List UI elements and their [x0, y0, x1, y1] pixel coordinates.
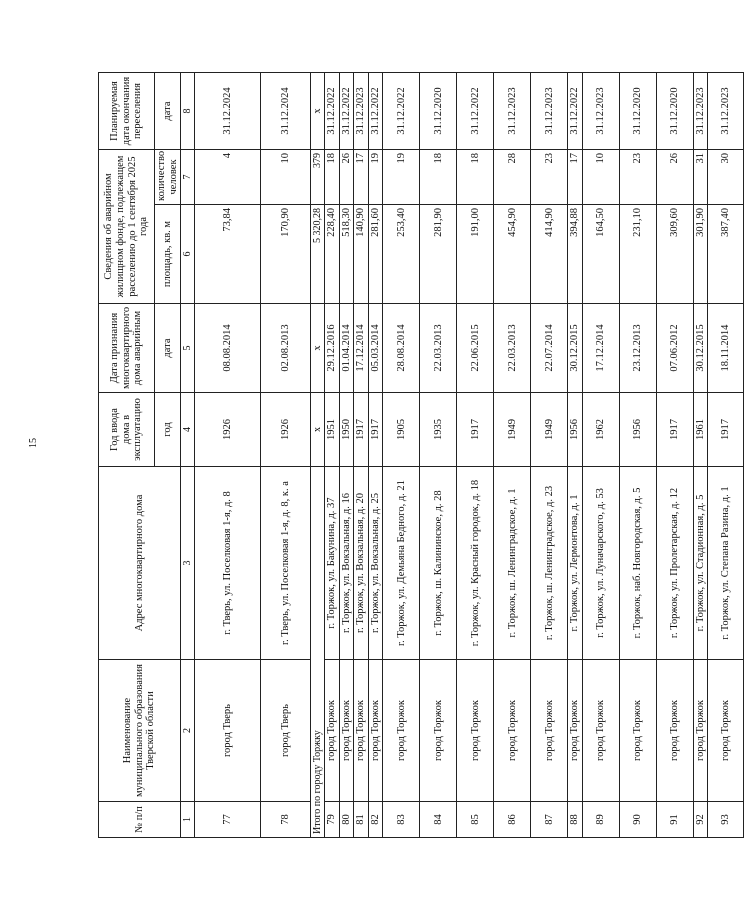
area-cell: 301,90 — [693, 205, 708, 304]
total-recognition: x — [311, 304, 325, 393]
municipality-cell: город Торжок — [457, 660, 494, 802]
row-number: 78 — [261, 802, 311, 838]
municipality-cell: город Тверь — [261, 660, 311, 802]
row-number: 87 — [531, 802, 568, 838]
people-cell: 26 — [339, 150, 354, 205]
planned-date-cell: 31.12.2023 — [494, 73, 531, 150]
year-cell: 1917 — [354, 393, 369, 467]
people-cell: 23 — [619, 150, 656, 205]
recognition-date-cell: 28.08.2014 — [383, 304, 420, 393]
address-cell: г. Торжок, ул. Бакунина, д. 37 — [325, 467, 340, 660]
address-cell: г. Торжок, ул. Лермонтова, д. 1 — [568, 467, 583, 660]
area-cell: 170,90 — [261, 205, 311, 304]
area-cell: 253,40 — [383, 205, 420, 304]
area-cell: 228,40 — [325, 205, 340, 304]
area-cell: 309,60 — [656, 205, 693, 304]
year-cell: 1949 — [494, 393, 531, 467]
recognition-date-cell: 30.12.2015 — [693, 304, 708, 393]
column-number: 7 — [181, 150, 195, 205]
municipality-cell: город Тверь — [195, 660, 261, 802]
recognition-date-cell: 29.12.2016 — [325, 304, 340, 393]
table-row — [582, 73, 619, 838]
table-row — [619, 73, 656, 838]
table-row — [531, 73, 568, 838]
row-number: 91 — [656, 802, 693, 838]
address-cell: г. Торжок, ул. Красный городок, д. 18 — [457, 467, 494, 660]
row-number: 89 — [582, 802, 619, 838]
total-label: Итого по городу Торжку — [311, 467, 325, 838]
total-planned: x — [311, 73, 325, 150]
people-cell: 19 — [368, 150, 383, 205]
header-address: Адрес многоквартирного дома — [99, 467, 181, 660]
page-number: 15 — [28, 438, 39, 448]
total-people: 379 — [311, 150, 325, 205]
area-cell: 387,40 — [708, 205, 744, 304]
row-number: 83 — [383, 802, 420, 838]
row-number: 82 — [368, 802, 383, 838]
municipality-cell: город Торжок — [339, 660, 354, 802]
planned-date-cell: 31.12.2023 — [531, 73, 568, 150]
row-number: 81 — [354, 802, 369, 838]
year-cell: 1917 — [457, 393, 494, 467]
year-cell: 1935 — [420, 393, 457, 467]
recognition-date-cell: 22.03.2013 — [494, 304, 531, 393]
area-cell: 73,84 — [195, 205, 261, 304]
people-cell: 10 — [261, 150, 311, 205]
column-number: 6 — [181, 205, 195, 304]
header-planned-date: дата — [155, 73, 181, 150]
row-number: 88 — [568, 802, 583, 838]
municipality-cell: город Торжок — [383, 660, 420, 802]
address-cell: г. Торжок, ул. Стадионная, д. 5 — [693, 467, 708, 660]
address-cell: г. Торжок, ш. Ленинградское, д. 23 — [531, 467, 568, 660]
municipality-cell: город Торжок — [693, 660, 708, 802]
recognition-date-cell: 22.06.2015 — [457, 304, 494, 393]
municipality-cell: город Торжок — [368, 660, 383, 802]
address-cell: г. Торжок, ул. Вокзальная, д. 16 — [339, 467, 354, 660]
area-cell: 414,90 — [531, 205, 568, 304]
rows-after-total — [325, 73, 744, 838]
rotated-table-container — [98, 73, 732, 838]
people-cell: 10 — [582, 150, 619, 205]
year-cell: 1951 — [325, 393, 340, 467]
area-cell: 164,50 — [582, 205, 619, 304]
recognition-date-cell: 02.08.2013 — [261, 304, 311, 393]
header-recognition-group: Дата признания многоквартирного дома аварийным — [99, 304, 155, 393]
people-cell: 23 — [531, 150, 568, 205]
planned-date-cell: 31.12.2023 — [708, 73, 744, 150]
municipality-cell: город Торжок — [708, 660, 744, 802]
municipality-cell: город Торжок — [582, 660, 619, 802]
recognition-date-cell: 22.03.2013 — [420, 304, 457, 393]
municipality-cell: город Торжок — [568, 660, 583, 802]
people-cell: 19 — [383, 150, 420, 205]
year-cell: 1956 — [568, 393, 583, 467]
row-number: 80 — [339, 802, 354, 838]
table-row — [195, 73, 261, 838]
planned-date-cell: 31.12.2023 — [354, 73, 369, 150]
address-cell: г. Торжок, ш. Ленинградское, д. 1 — [494, 467, 531, 660]
area-cell: 281,90 — [420, 205, 457, 304]
table-row — [325, 73, 340, 838]
address-cell: г. Торжок, ул. Пролетарская, д. 12 — [656, 467, 693, 660]
planned-date-cell: 31.12.2020 — [420, 73, 457, 150]
planned-date-cell: 31.12.2024 — [261, 73, 311, 150]
table-row — [708, 73, 744, 838]
municipality-cell: город Торжок — [354, 660, 369, 802]
row-number: 90 — [619, 802, 656, 838]
planned-date-cell: 31.12.2023 — [693, 73, 708, 150]
table-row — [457, 73, 494, 838]
planned-date-cell: 31.12.2022 — [383, 73, 420, 150]
people-cell: 18 — [420, 150, 457, 205]
recognition-date-cell: 01.04.2014 — [339, 304, 354, 393]
recognition-date-cell: 23.12.2013 — [619, 304, 656, 393]
address-cell: г. Торжок, ул. Степана Разина, д. 1 — [708, 467, 744, 660]
total-area: 5 320,28 — [311, 205, 325, 304]
row-number: 86 — [494, 802, 531, 838]
planned-date-cell: 31.12.2022 — [339, 73, 354, 150]
table-row — [656, 73, 693, 838]
address-cell: г. Торжок, ул. Вокзальная, д. 20 — [354, 467, 369, 660]
municipality-cell: город Торжок — [656, 660, 693, 802]
people-cell: 17 — [568, 150, 583, 205]
address-cell: г. Торжок, наб. Новгородская, д. 5 — [619, 467, 656, 660]
area-cell: 281,60 — [368, 205, 383, 304]
people-cell: 17 — [354, 150, 369, 205]
housing-table — [98, 72, 744, 838]
year-cell: 1961 — [693, 393, 708, 467]
header-year-group: Год ввода дома в эксплуатацию — [99, 393, 155, 467]
table-row — [383, 73, 420, 838]
year-cell: 1917 — [656, 393, 693, 467]
column-number: 8 — [181, 73, 195, 150]
people-cell: 28 — [494, 150, 531, 205]
total-section — [311, 73, 325, 838]
table-row — [354, 73, 369, 838]
municipality-cell: город Торжок — [531, 660, 568, 802]
planned-date-cell: 31.12.2022 — [457, 73, 494, 150]
row-number: 79 — [325, 802, 340, 838]
people-cell: 18 — [457, 150, 494, 205]
area-cell: 394,88 — [568, 205, 583, 304]
year-cell: 1917 — [368, 393, 383, 467]
people-cell: 18 — [325, 150, 340, 205]
year-cell: 1926 — [195, 393, 261, 467]
recognition-date-cell: 17.12.2014 — [354, 304, 369, 393]
year-cell: 1950 — [339, 393, 354, 467]
planned-date-cell: 31.12.2022 — [568, 73, 583, 150]
header-fund-group: Сведения об аварийном жилищном фонде, подлежащем расселению до 1 сентября 2025 года — [99, 150, 155, 304]
table-row — [420, 73, 457, 838]
area-cell: 518,30 — [339, 205, 354, 304]
address-cell: г. Торжок, ул. Луначарского, д. 53 — [582, 467, 619, 660]
address-cell: г. Торжок, ш. Калининское, д. 28 — [420, 467, 457, 660]
recognition-date-cell: 17.12.2014 — [582, 304, 619, 393]
header-year: год — [155, 393, 181, 467]
municipality-cell: город Торжок — [494, 660, 531, 802]
row-number: 84 — [420, 802, 457, 838]
row-number: 93 — [708, 802, 744, 838]
column-number: 3 — [181, 467, 195, 660]
table-row — [568, 73, 583, 838]
area-cell: 191,00 — [457, 205, 494, 304]
people-cell: 31 — [693, 150, 708, 205]
recognition-date-cell: 05.03.2014 — [368, 304, 383, 393]
header-no: № п/п — [99, 802, 181, 838]
people-cell: 26 — [656, 150, 693, 205]
planned-date-cell: 31.12.2022 — [368, 73, 383, 150]
header-area: площадь, кв. м — [155, 205, 181, 304]
column-number: 1 — [181, 802, 195, 838]
recognition-date-cell: 30.12.2015 — [568, 304, 583, 393]
row-number: 85 — [457, 802, 494, 838]
address-cell: г. Торжок, ул. Вокзальная, д. 25 — [368, 467, 383, 660]
planned-date-cell: 31.12.2022 — [325, 73, 340, 150]
municipality-cell: город Торжок — [619, 660, 656, 802]
table-row — [261, 73, 311, 838]
recognition-date-cell: 07.06.2012 — [656, 304, 693, 393]
year-cell: 1956 — [619, 393, 656, 467]
row-number: 77 — [195, 802, 261, 838]
table-row — [494, 73, 531, 838]
header-municipality: Наименование муниципального образования Тверской области — [99, 660, 181, 802]
address-cell: г. Торжок, ул. Демьяна Бедного, д. 21 — [383, 467, 420, 660]
address-cell: г. Тверь, ул. Поселковая 1-я, д. 8, к. а — [261, 467, 311, 660]
column-number: 2 — [181, 660, 195, 802]
year-cell: 1949 — [531, 393, 568, 467]
planned-date-cell: 31.12.2020 — [656, 73, 693, 150]
header-people: количество человек — [155, 150, 181, 205]
planned-date-cell: 31.12.2020 — [619, 73, 656, 150]
year-cell: 1962 — [582, 393, 619, 467]
recognition-date-cell: 22.07.2014 — [531, 304, 568, 393]
area-cell: 454,90 — [494, 205, 531, 304]
address-cell: г. Тверь, ул. Поселковая 1-я, д. 8 — [195, 467, 261, 660]
table-row — [693, 73, 708, 838]
table-row — [368, 73, 383, 838]
year-cell: 1917 — [708, 393, 744, 467]
header-recognition-date: дата — [155, 304, 181, 393]
recognition-date-cell: 18.11.2014 — [708, 304, 744, 393]
municipality-cell: город Торжок — [420, 660, 457, 802]
year-cell: 1926 — [261, 393, 311, 467]
planned-date-cell: 31.12.2023 — [582, 73, 619, 150]
header-planned-group: Планируемая дата окончания переселения — [99, 73, 155, 150]
people-cell: 4 — [195, 150, 261, 205]
people-cell: 30 — [708, 150, 744, 205]
municipality-cell: город Торжок — [325, 660, 340, 802]
year-cell: 1905 — [383, 393, 420, 467]
area-cell: 231,10 — [619, 205, 656, 304]
recognition-date-cell: 08.08.2014 — [195, 304, 261, 393]
table-row — [339, 73, 354, 838]
total-year: x — [311, 393, 325, 467]
row-number: 92 — [693, 802, 708, 838]
column-number: 4 — [181, 393, 195, 467]
planned-date-cell: 31.12.2024 — [195, 73, 261, 150]
rows-before-total — [195, 73, 311, 838]
area-cell: 140,90 — [354, 205, 369, 304]
column-number: 5 — [181, 304, 195, 393]
